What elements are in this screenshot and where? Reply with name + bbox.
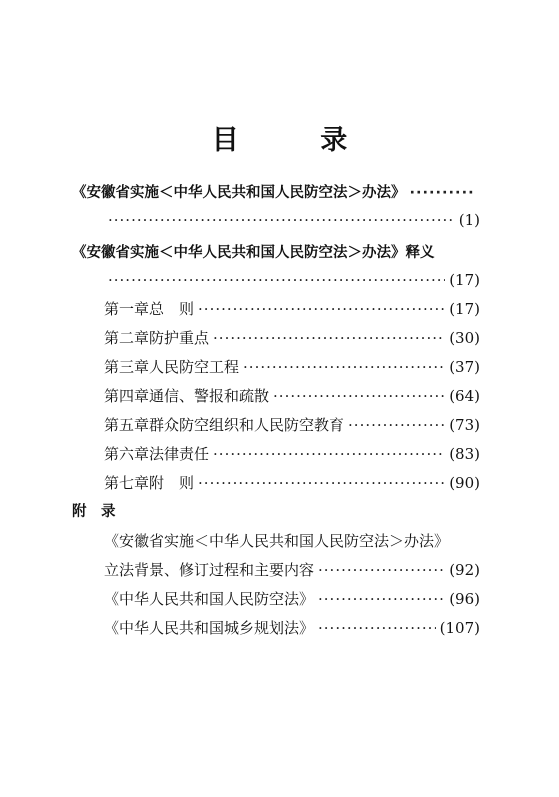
appendix-item-title: 《中华人民共和国城乡规划法》 bbox=[104, 619, 315, 637]
leader-dots bbox=[213, 442, 445, 466]
appendix-heading-text: 附 录 bbox=[72, 504, 116, 520]
appendix-heading bbox=[72, 500, 172, 524]
toc-entry-1-continuation bbox=[104, 208, 480, 232]
chapter-number: 第六章 bbox=[104, 445, 150, 463]
chapter-row bbox=[104, 326, 480, 350]
appendix-item-title: 立法背景、修订过程和主要内容 bbox=[104, 561, 315, 579]
chapter-page: (30) bbox=[449, 329, 480, 347]
leader-dots bbox=[410, 181, 477, 205]
chapter-row bbox=[104, 413, 480, 437]
chapter-number: 第四章 bbox=[104, 387, 150, 405]
chapter-title: 法律责任 bbox=[149, 445, 210, 463]
leader-dots bbox=[318, 558, 445, 582]
chapter-row bbox=[104, 355, 480, 379]
chapter-title: 群众防空组织和人民防空教育 bbox=[149, 416, 345, 434]
toc-entry-1-page: (1) bbox=[458, 211, 480, 229]
toc-entry-1 bbox=[72, 181, 480, 205]
appendix-item-page: (92) bbox=[449, 561, 480, 579]
chapter-page: (83) bbox=[449, 445, 480, 463]
leader-dots bbox=[318, 587, 445, 611]
chapter-page: (64) bbox=[449, 387, 480, 405]
chapter-title: 通信、警报和疏散 bbox=[149, 387, 270, 405]
appendix-item-page: (107) bbox=[439, 619, 480, 637]
leader-dots bbox=[108, 208, 455, 232]
leader-dots bbox=[243, 355, 445, 379]
toc-entry-1-title: 《安徽省实施＜中华人民共和国人民防空法＞办法》 bbox=[72, 185, 406, 201]
chapter-number: 第三章 bbox=[104, 358, 150, 376]
chapter-row bbox=[104, 442, 480, 466]
appendix-item bbox=[104, 616, 480, 640]
chapter-row bbox=[104, 471, 480, 495]
appendix-item bbox=[104, 529, 480, 553]
chapter-row bbox=[104, 297, 480, 321]
toc-entry-2-continuation bbox=[104, 268, 480, 292]
leader-dots bbox=[273, 384, 445, 408]
toc-entry-2-title: 《安徽省实施＜中华人民共和国人民防空法＞办法》释义 bbox=[72, 245, 435, 261]
appendix-item-page: (96) bbox=[449, 590, 480, 608]
leader-dots bbox=[348, 413, 445, 437]
chapter-title: 附 则 bbox=[149, 474, 195, 492]
chapter-number: 第二章 bbox=[104, 329, 150, 347]
toc-entry-2-page: (17) bbox=[449, 271, 480, 289]
chapter-title: 人民防空工程 bbox=[149, 358, 240, 376]
chapter-page: (90) bbox=[449, 474, 480, 492]
leader-dots bbox=[108, 268, 445, 292]
chapter-title: 总 则 bbox=[149, 300, 195, 318]
chapter-page: (17) bbox=[449, 300, 480, 318]
appendix-item bbox=[104, 587, 480, 611]
page-title: 目 录 bbox=[211, 125, 384, 156]
chapter-row bbox=[104, 384, 480, 408]
chapter-number: 第五章 bbox=[104, 416, 150, 434]
leader-dots bbox=[198, 471, 445, 495]
chapter-page: (37) bbox=[449, 358, 480, 376]
leader-dots bbox=[213, 326, 445, 350]
toc-entry-2 bbox=[72, 241, 492, 265]
chapter-page: (73) bbox=[449, 416, 480, 434]
leader-dots bbox=[198, 297, 445, 321]
appendix-item-title: 《中华人民共和国人民防空法》 bbox=[104, 590, 315, 608]
chapter-number: 第一章 bbox=[104, 300, 150, 318]
chapter-title: 防护重点 bbox=[149, 329, 210, 347]
appendix-item-title: 《安徽省实施＜中华人民共和国人民防空法＞办法》 bbox=[104, 532, 450, 550]
appendix-item bbox=[104, 558, 480, 582]
chapter-number: 第七章 bbox=[104, 474, 150, 492]
leader-dots bbox=[318, 616, 436, 640]
